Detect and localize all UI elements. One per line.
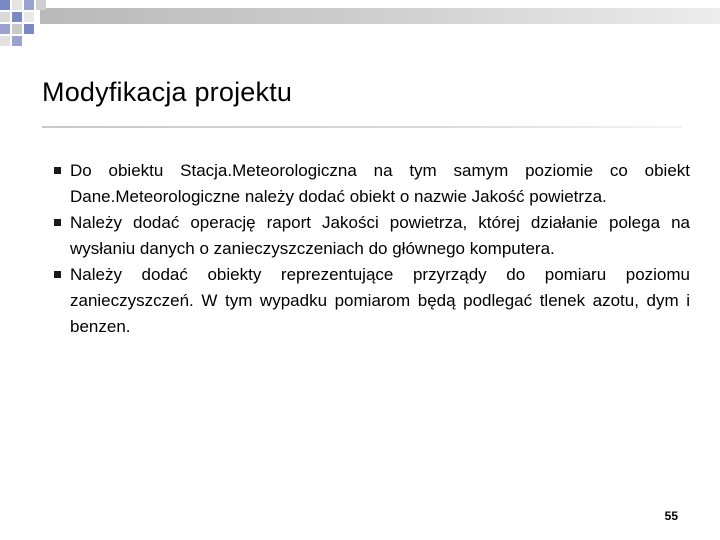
square-bullet-icon [54, 167, 61, 174]
bullet-item [54, 158, 690, 210]
bullet-text: Należy dodać operację raport Jakości powietrza, której działanie polega na wysłaniu danych o zanieczyszczeniach do głównego komputera. [70, 213, 690, 258]
square-bullet-icon [54, 271, 61, 278]
bullet-list [54, 158, 690, 340]
bullet-item [54, 210, 690, 262]
bullet-text: Do obiektu Stacja.Meteorologiczna na tym samym poziomie co obiekt Dane.Meteorologiczne należy dodać obiekt o nazwie Jakość powietrza. [70, 161, 690, 206]
square-bullet-icon [54, 219, 61, 226]
bullet-item [54, 262, 690, 340]
slide-title: Modyfikacja projektu [42, 77, 293, 107]
page-number: 55 [664, 509, 678, 523]
bullet-text: Należy dodać obiekty reprezentujące przyrządy do pomiaru poziomu zanieczyszczeń. W tym wypadku pomiarom będą podlegać tlenek azotu, dym i benzen. [70, 265, 690, 336]
title-divider [42, 126, 682, 128]
header-decoration [0, 0, 720, 60]
